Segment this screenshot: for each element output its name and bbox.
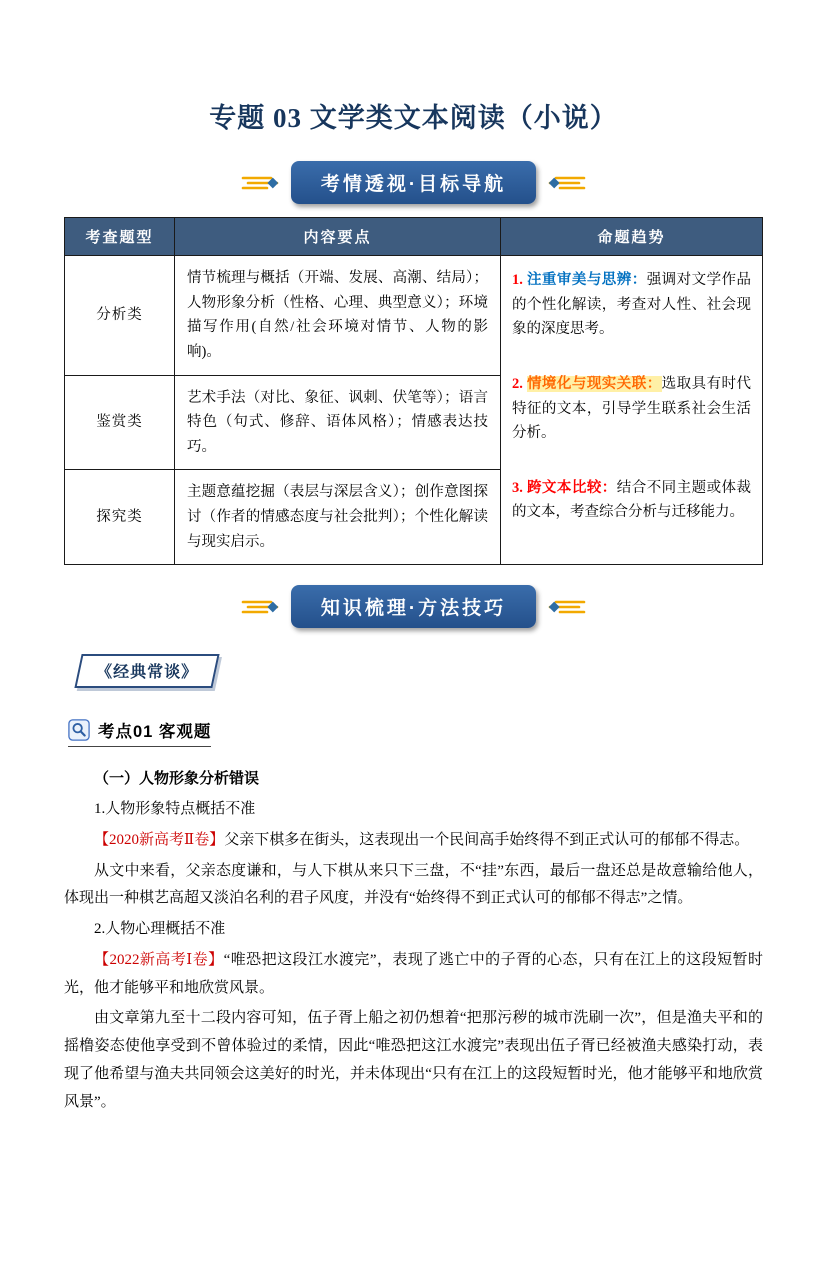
exam-ref-text: “唯恐把这段江水渡完”，表现了逃亡中的子胥的心态，只有在江上的这段短暂时光，他才能够平和地欣赏风景。 [64,951,763,996]
banner-exam-insight [64,161,763,204]
col-header-content-points: 内容要点 [175,218,501,256]
exam-example-paragraph [64,947,763,1003]
trend-text: 结合不同主题或体裁的文本，考查综合分析与迁移能力。 [512,479,752,521]
classic-book-tag-wrap [78,654,763,688]
trend-item-1 [512,268,751,342]
trend-number: 1. [512,272,527,288]
trend-text: 强调对文学作品的个性化解读，考查对人性、社会现象的深度思考。 [512,272,752,338]
lesson-content [64,765,763,1116]
content-heading: （一）人物形象分析错误 [94,770,260,788]
exam-overview-table [64,217,763,565]
trend-cell [501,256,763,565]
banner-right-decoration-icon [548,174,586,192]
content-points-appreciation: 艺术手法（对比、象征、讽刺、伏笔等）；语言特色（句式、修辞、语体风格）；情感表达技巧。 [175,375,501,470]
analysis-paragraph: 由文章第九至十二段内容可知，伍子胥上船之初仍想着“把那污秽的城市洗刷一次”，但是渔夫平和的摇橹姿态使他享受到不曾体验过的柔情，因此“唯恐把这江水渡完”表现出伍子胥已经被渔夫感染打动，表现了他希望与渔夫共同领会这美好的时光，并未体现出“只有在江上的这段短暂时光，他才能够平和地欣赏风景”。 [64,1010,763,1110]
content-subheading: 1.人物形象特点概括不准 [94,801,256,818]
trend-item-3 [512,476,751,525]
banner-knowledge [64,585,763,628]
exam-point-heading [68,718,211,747]
banner-exam-insight-label: 考情透视·目标导航 [291,161,536,204]
table-header-row [65,218,763,256]
trend-keyword: 情境化与现实关联： [526,375,662,392]
table-row-analysis [65,256,763,376]
document-page [0,96,827,1116]
content-subheading: 2.人物心理概括不准 [94,921,226,938]
analysis-paragraph: 从文中来看，父亲态度谦和，与人下棋从来只下三盘，不“挂”东西，最后一盘还总是故意输给他人，体现出一种棋艺高超又淡泊名利的君子风度，并没有“始终得不到正式认可的郁郁不得志”之情。 [64,862,763,907]
content-points-exploration: 主题意蕴挖掘（表层与深层含义）；创作意图探讨（作者的情感态度与社会批判）；个性化解读与现实启示。 [175,470,501,565]
magnifier-icon [68,719,90,741]
banner-knowledge-label: 知识梳理·方法技巧 [291,585,536,628]
question-type-exploration: 探究类 [65,470,175,565]
banner-left-decoration-icon [241,598,279,616]
trend-keyword: 跨文本比较： [526,479,617,496]
question-type-appreciation: 鉴赏类 [65,375,175,470]
banner-right-decoration-icon [548,598,586,616]
content-points-analysis: 情节梳理与概括（开端、发展、高潮、结局）；人物形象分析（性格、心理、典型意义）；环境描写作用(自然/社会环境对情节、人物的影响)。 [175,256,501,376]
trend-item-2 [512,372,751,446]
trend-keyword: 注重审美与思辨： [526,272,647,288]
col-header-question-type: 考查题型 [65,218,175,256]
exam-ref-text: 父亲下棋多在街头，这表现出一个民间高手始终得不到正式认可的郁郁不得志。 [224,831,750,848]
page-title: 专题 03 文学类文本阅读（小说） [209,103,618,133]
exam-ref-label: 【2020新高考Ⅱ卷】 [94,831,225,848]
trend-text: 选取具有时代特征的文本，引导学生联系社会生活分析。 [512,375,752,442]
exam-example-paragraph [64,827,763,855]
col-header-trend: 命题趋势 [501,218,763,256]
exam-point-label: 考点01 客观题 [98,723,212,742]
trend-number: 3. [512,479,527,496]
banner-left-decoration-icon [241,174,279,192]
trend-number: 2. [512,375,527,392]
classic-book-tag-label: 《经典常谈》 [96,664,199,682]
exam-ref-label: 【2022新高考Ⅰ卷】 [94,951,224,968]
classic-book-tag [74,654,219,688]
question-type-analysis: 分析类 [65,256,175,376]
